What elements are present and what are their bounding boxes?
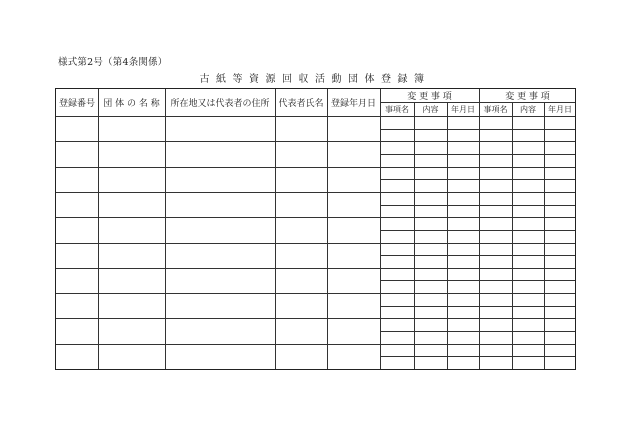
col-divider: [165, 89, 166, 369]
col-divider: [275, 89, 276, 369]
subheader-content: 内容: [520, 104, 536, 114]
entry-row-rule: [56, 243, 575, 244]
change-line-rule: [380, 280, 575, 281]
header-change-items: 変 更 事 項: [407, 92, 452, 102]
change-line-rule: [380, 255, 575, 256]
change-line-rule: [380, 154, 575, 155]
entry-row-rule: [56, 217, 575, 218]
entry-row-rule: [56, 167, 575, 168]
subheader-item-name: 事項名: [385, 104, 409, 114]
entry-row-rule: [56, 268, 575, 269]
subheader-item-name: 事項名: [483, 104, 508, 114]
form-number: 様式第2号（第4条関係）: [58, 57, 168, 68]
header-representative-name: 代表者氏名: [278, 99, 324, 109]
change-line-rule: [380, 356, 575, 357]
change-line-rule: [380, 129, 575, 130]
subheader-date: 年月日: [548, 104, 572, 114]
header-group-name: 団 体 の 名 称: [103, 99, 160, 109]
change-line-rule: [380, 179, 575, 180]
header-change-items: 変 更 事 項: [505, 92, 550, 102]
document-title: 古紙等資源回収活動団体登録簿: [199, 74, 431, 85]
header-registration-number: 登録番号: [58, 99, 95, 109]
header-registration-date: 登録年月日: [330, 99, 376, 109]
registry-table: [55, 88, 576, 370]
header-address: 所在地又は代表者の住所: [170, 99, 270, 109]
change-line-rule: [380, 306, 575, 307]
change-line-rule: [380, 205, 575, 206]
change-line-rule: [380, 230, 575, 231]
header-bottom-rule: [56, 116, 575, 117]
change-line-rule: [380, 331, 575, 332]
subheader-date: 年月日: [451, 104, 475, 114]
entry-row-rule: [56, 141, 575, 142]
entry-row-rule: [56, 192, 575, 193]
entry-row-rule: [56, 318, 575, 319]
subheader-content: 内容: [422, 104, 439, 114]
col-divider: [327, 89, 328, 369]
entry-row-rule: [56, 344, 575, 345]
entry-row-rule: [56, 293, 575, 294]
col-divider: [98, 89, 99, 369]
